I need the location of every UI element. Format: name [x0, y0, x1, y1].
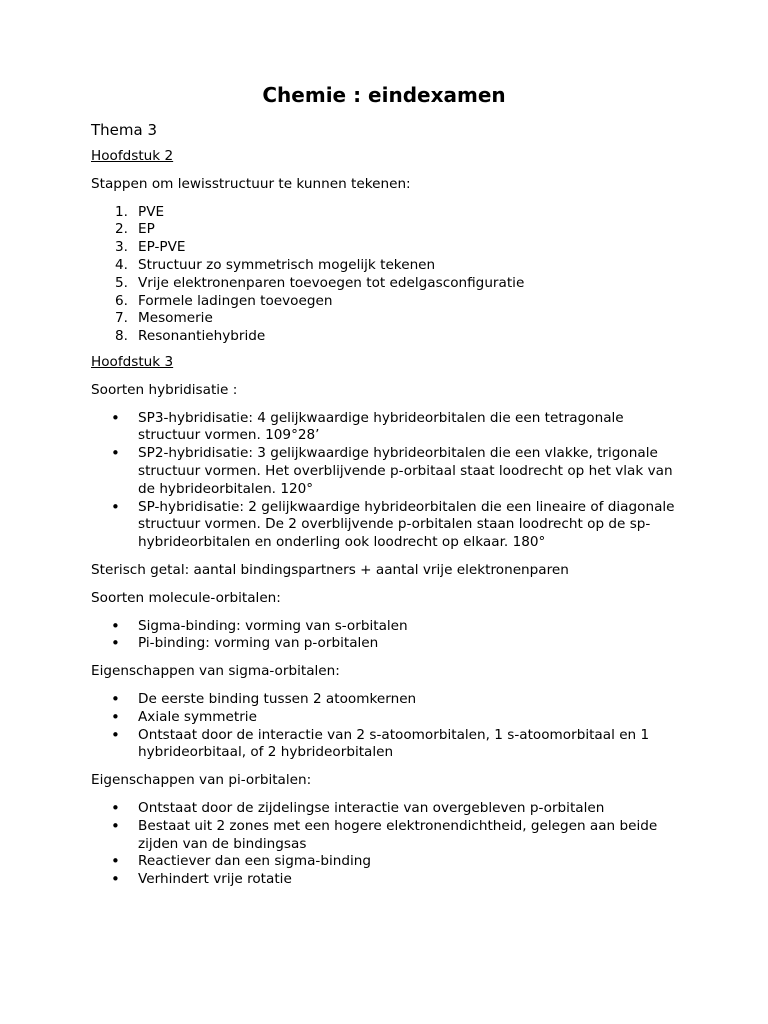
sigma-properties-intro: Eigenschappen van sigma-orbitalen: — [91, 663, 340, 680]
bullet-icon: • — [111, 707, 120, 726]
bullet-icon: • — [111, 689, 120, 708]
chapter-3-heading: Hoofdstuk 3 — [91, 353, 174, 370]
list-item-text: Mesomerie — [138, 310, 213, 327]
bullet-icon: • — [111, 616, 120, 635]
list-item — [91, 221, 677, 239]
list-item — [91, 328, 677, 346]
list-item-text: Vrije elektronenparen toevoegen tot edelgasconfiguratie — [138, 274, 525, 291]
list-number: 8. — [115, 328, 128, 345]
list-item — [91, 818, 677, 854]
list-item-text: EP-PVE — [138, 239, 186, 256]
list-item — [91, 293, 677, 311]
lewis-steps-intro: Stappen om lewisstructuur te kunnen tekenen: — [91, 175, 411, 192]
list-item-text: SP-hybridisatie: 2 gelijkwaardige hybrideorbitalen die een lineaire of diagonale structuur vormen. De 2 overblijvende p-orbitalen staan loodrecht op de sp-hybrideorbitalen en onderling ook loodrecht op elkaar. 180° — [138, 498, 675, 551]
sigma-properties-list — [91, 691, 677, 762]
list-item-text: Axiale symmetrie — [138, 708, 257, 725]
list-item — [91, 275, 677, 293]
theme-heading: Thema 3 — [91, 121, 158, 139]
list-item — [91, 310, 677, 328]
list-item-text: SP3-hybridisatie: 4 gelijkwaardige hybrideorbitalen die een tetragonale structuur vormen. 109°28’ — [138, 409, 624, 444]
list-item — [91, 800, 677, 818]
list-item-text: Resonantiehybride — [138, 328, 266, 345]
list-item — [91, 635, 677, 653]
bullet-icon: • — [111, 852, 120, 871]
list-number: 3. — [115, 239, 128, 256]
list-item-text: Reactiever dan een sigma-binding — [138, 853, 371, 870]
list-item-text: SP2-hybridisatie: 3 gelijkwaardige hybrideorbitalen die een vlakke, trigonale structuur vormen. Het overblijvende p-orbitaal staat loodrecht op het vlak van de hybrideorbitalen. 120° — [138, 445, 673, 497]
list-item-text: Bestaat uit 2 zones met een hogere elektronendichtheid, gelegen aan beide zijden van de bindingsas — [138, 817, 658, 852]
document-title: Chemie : eindexamen — [262, 83, 506, 107]
bullet-icon: • — [111, 725, 120, 744]
list-item-text: Ontstaat door de zijdelingse interactie van overgebleven p-orbitalen — [138, 799, 605, 816]
list-item — [91, 618, 677, 636]
list-item-text: Pi-binding: vorming van p-orbitalen — [138, 635, 379, 652]
list-item — [91, 727, 677, 763]
bullet-icon: • — [111, 408, 120, 427]
list-item-text: PVE — [138, 203, 165, 220]
list-item-text: Formele ladingen toevoegen — [138, 292, 333, 309]
list-item — [91, 410, 677, 446]
bullet-icon: • — [111, 634, 120, 653]
molecular-orbitals-list — [91, 618, 677, 654]
bullet-icon: • — [111, 870, 120, 889]
lewis-steps-list — [91, 204, 677, 346]
list-item — [91, 691, 677, 709]
chapter-2-heading: Hoofdstuk 2 — [91, 148, 174, 164]
list-item — [91, 853, 677, 871]
list-number: 6. — [115, 292, 128, 309]
bullet-icon: • — [111, 798, 120, 817]
list-item — [91, 239, 677, 257]
hybridisation-intro: Soorten hybridisatie : — [91, 381, 238, 398]
list-item — [91, 445, 677, 498]
pi-properties-list — [91, 800, 677, 889]
list-item — [91, 709, 677, 727]
list-item — [91, 871, 677, 889]
list-number: 5. — [115, 274, 128, 291]
list-item-text: Sigma-binding: vorming van s-orbitalen — [138, 617, 408, 634]
list-item-text: De eerste binding tussen 2 atoomkernen — [138, 690, 417, 707]
list-item — [91, 499, 677, 552]
molecular-orbitals-intro: Soorten molecule-orbitalen: — [91, 589, 281, 606]
bullet-icon: • — [111, 816, 120, 835]
list-number: 7. — [115, 310, 128, 327]
list-item — [91, 257, 677, 275]
bullet-icon: • — [111, 497, 120, 516]
steric-number-definition: Sterisch getal: aantal bindingspartners + aantal vrije elektronenparen — [91, 561, 569, 578]
hybridisation-list — [91, 410, 677, 552]
list-number: 1. — [115, 203, 128, 220]
list-item — [91, 204, 677, 222]
list-item-text: Ontstaat door de interactie van 2 s-atoomorbitalen, 1 s-atoomorbitaal en 1 hybrideorbitaal, of 2 hybrideorbitalen — [138, 726, 650, 761]
pi-properties-intro: Eigenschappen van pi-orbitalen: — [91, 772, 312, 789]
bullet-icon: • — [111, 444, 120, 463]
list-item-text: Verhindert vrije rotatie — [138, 871, 292, 888]
list-item-text: EP — [138, 221, 155, 238]
list-item-text: Structuur zo symmetrisch mogelijk tekenen — [138, 256, 436, 273]
list-number: 2. — [115, 221, 128, 238]
list-number: 4. — [115, 256, 128, 273]
